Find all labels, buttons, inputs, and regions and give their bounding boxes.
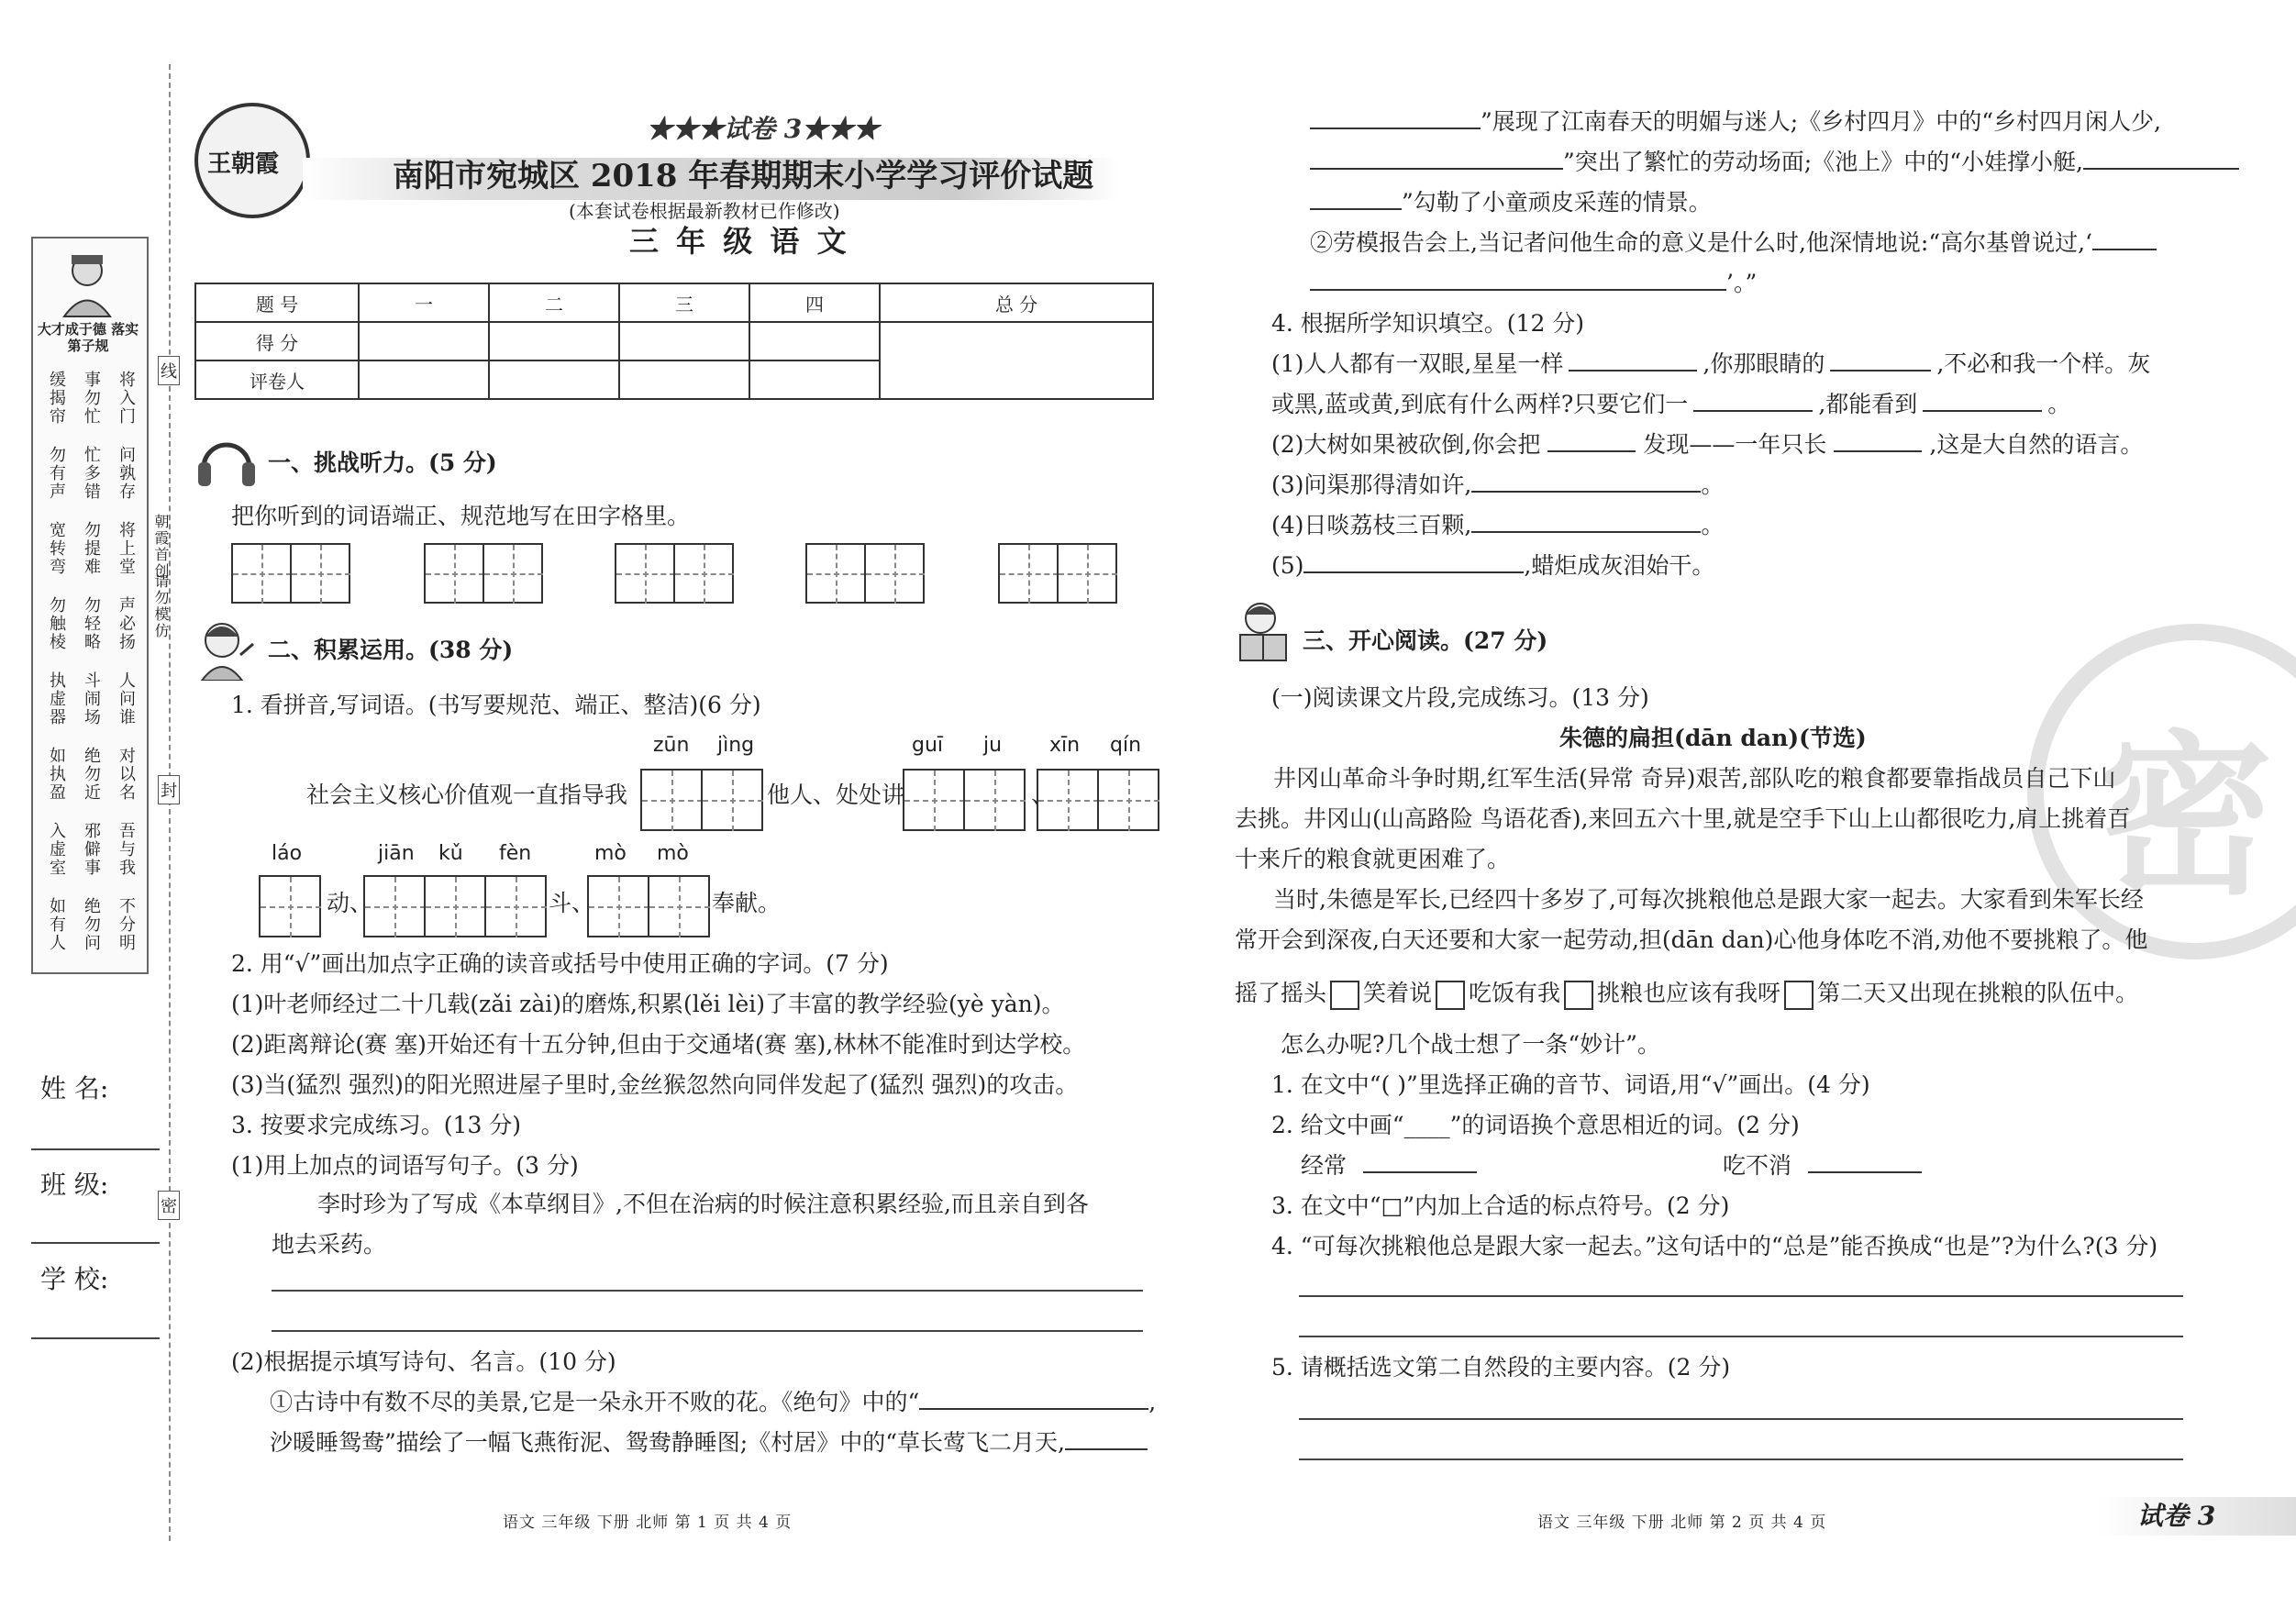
poem-blank[interactable] <box>919 1408 1148 1410</box>
pinyin: fèn <box>499 842 532 865</box>
writing-grid-cell[interactable] <box>805 543 866 604</box>
pinyin: qín <box>1110 734 1142 757</box>
writing-grid-cell[interactable] <box>424 875 486 937</box>
score-cell[interactable] <box>359 322 489 360</box>
synonym-blank[interactable] <box>1808 1171 1922 1173</box>
sidebar-verse: 声必扬 <box>116 596 136 651</box>
q32a-text: ①古诗中有数不尽的美景,它是一朵永开不败的花。《绝句》中的“ <box>270 1389 920 1415</box>
sidebar-verse: 勿触棱 <box>47 596 66 651</box>
fill-blank[interactable] <box>1547 450 1636 452</box>
sidebar-verse: 入虚室 <box>47 822 66 877</box>
poem-blank[interactable] <box>1310 168 1563 170</box>
fill-blank[interactable] <box>1693 410 1813 412</box>
grid-guide <box>233 573 292 575</box>
grader-cell[interactable] <box>749 360 880 399</box>
quote-blank[interactable] <box>1310 289 1726 291</box>
grader-cell[interactable] <box>359 360 489 399</box>
rq2a: 经常 <box>1301 1152 1348 1179</box>
q4-4 <box>1271 512 1724 539</box>
question-2: 2. 用“√”画出加点字正确的读音或括号中使用正确的字词。(7 分) <box>231 950 889 977</box>
writing-grid-cell[interactable] <box>424 543 484 604</box>
writing-grid-cell[interactable] <box>615 543 675 604</box>
sidebar-motto: 大才成于德 落实第子规 <box>37 321 139 354</box>
passage-line: 常开会到深夜,白天还要和大家一起劳动,担(dān dan)心他身体吃不消,劝他不要挑粮了。他 <box>1235 926 2148 953</box>
grid-guide <box>703 800 763 802</box>
teacher-icon <box>194 616 255 681</box>
section-1-title: 一、挑战听力。(5 分) <box>268 449 497 476</box>
question-4: 4. 根据所学知识填空。(12 分) <box>1271 310 1585 337</box>
q41e: ,都能看到 <box>1818 391 1918 417</box>
footer-right: 语文 三年级 下册 北师 第 2 页 共 4 页 <box>1537 1514 1827 1532</box>
answer-line[interactable] <box>1299 1295 2183 1297</box>
section-2-title: 二、积累运用。(38 分) <box>268 637 514 663</box>
q41d: 或黑,蓝或黄,到底有什么两样?只要它们一 <box>1271 391 1689 417</box>
punct-box[interactable] <box>1330 981 1359 1010</box>
q32a-end: , <box>1148 1389 1157 1415</box>
reading-q3: 3. 在文中“□”内加上合适的标点符号。(2 分) <box>1271 1192 1730 1219</box>
writing-grid-cell[interactable] <box>231 543 292 604</box>
score-header: 三 <box>619 283 749 322</box>
p6a: 摇了摇头 <box>1235 980 1327 1006</box>
grid-guide <box>261 906 321 908</box>
r-line-2 <box>1310 149 2239 176</box>
score-header: 二 <box>489 283 619 322</box>
poem-blank[interactable] <box>1065 1448 1148 1450</box>
grid-guide <box>642 800 703 802</box>
school-field[interactable] <box>31 1337 160 1339</box>
pinyin: láo <box>272 842 303 865</box>
q1-text-1: 社会主义核心价值观一直指导我 <box>306 782 628 808</box>
sidebar-verse: 将上堂 <box>116 521 136 576</box>
rq2-word-b <box>1723 1152 1922 1180</box>
fill-blank[interactable] <box>1834 450 1922 452</box>
copyright-1: 朝霞首创 <box>152 514 170 580</box>
logo-text: 王朝霞 <box>207 150 280 178</box>
passage-line: 当时,朱德是军长,已经四十多岁了,可每次挑粮他总是跟大家一起去。大家看到朱军长经 <box>1273 886 2144 913</box>
question-2-3: (3)当(猛烈 强烈)的阳光照进屋子里时,金丝猴忽然向同伴发起了(猛烈 强烈)的攻击。 <box>231 1071 1079 1098</box>
name-field[interactable] <box>31 1148 160 1150</box>
grid-guide <box>426 573 484 575</box>
q4-5 <box>1271 552 1714 580</box>
pinyin: jìng <box>717 734 755 757</box>
rq2-word-a <box>1301 1152 1477 1180</box>
pinyin: jiān <box>378 842 415 865</box>
answer-line[interactable] <box>272 1290 1143 1292</box>
rq2b: 吃不消 <box>1723 1152 1792 1179</box>
q32b-text: 沙暖睡鸳鸯”描绘了一幅飞燕衔泥、鸳鸯静睡图;《村居》中的“草长莺飞二月天, <box>270 1429 1065 1456</box>
writing-grid-cell[interactable] <box>259 875 321 937</box>
q41f: 。 <box>2047 391 2071 417</box>
stamp-text: 密 <box>2099 714 2274 918</box>
writing-grid-cell[interactable] <box>482 543 543 604</box>
p6e: 第二天又出现在挑粮的队伍中。 <box>1817 980 2139 1006</box>
answer-line[interactable] <box>272 1330 1143 1332</box>
total-score-cell[interactable] <box>880 322 1153 399</box>
question-1: 1. 看拼音,写词语。(书写要规范、端正、整洁)(6 分) <box>231 692 761 718</box>
grid-guide <box>1038 800 1099 802</box>
r1-text: ”展现了江南春天的明媚与迷人;《乡村四月》中的“乡村四月闲人少, <box>1481 108 2161 135</box>
sidebar-verse: 绝勿问 <box>82 897 101 952</box>
fill-blank[interactable] <box>1923 410 2042 412</box>
r5-text: ’。” <box>1726 270 1758 296</box>
section-1-instruction: 把你听到的词语端正、规范地写在田字格里。 <box>231 503 691 529</box>
grid-guide <box>1099 800 1159 802</box>
synonym-blank[interactable] <box>1363 1171 1477 1173</box>
grid-guide <box>1000 573 1059 575</box>
passage-line: 十来斤的粮食就更困难了。 <box>1235 846 1511 872</box>
grid-guide <box>292 573 350 575</box>
p6b: 笑着说 <box>1363 980 1433 1006</box>
fill-blank[interactable] <box>1569 370 1697 372</box>
writing-grid-cell[interactable] <box>701 769 763 831</box>
q41a: (1)人人都有一双眼,星星一样 <box>1271 350 1564 377</box>
question-3-2-b <box>270 1429 1148 1457</box>
sidebar-verse: 事勿忙 <box>82 371 101 426</box>
grid-guide <box>965 800 1026 802</box>
r2-text: ”突出了繁忙的劳动场面;《池上》中的“小娃撑小艇, <box>1563 149 2083 175</box>
q44-period: 。 <box>1701 512 1725 538</box>
grid-guide <box>426 906 486 908</box>
sidebar-verse: 对以名 <box>116 747 136 802</box>
sidebar-verse: 宽转弯 <box>47 521 66 576</box>
writing-grid-cell[interactable] <box>1097 769 1159 831</box>
writing-grid-cell[interactable] <box>587 875 649 937</box>
reading-q1: 1. 在文中“( )”里选择正确的音节、词语,用“√”画出。(4 分) <box>1271 1071 1870 1098</box>
fill-blank[interactable] <box>1471 491 1701 493</box>
grid-guide <box>649 906 710 908</box>
p6c: 吃饭有我 <box>1469 980 1561 1006</box>
reading-q5: 5. 请概括选文第二自然段的主要内容。(2 分) <box>1271 1354 1731 1381</box>
q44: (4)日啖荔枝三百颗, <box>1271 512 1472 538</box>
r-line-3 <box>1310 189 1712 216</box>
passage-line: 井冈山革命斗争时期,红军生活(异常 奇异)艰苦,部队吃的粮食都要靠指战员自己下山 <box>1273 765 2116 792</box>
quote-blank[interactable] <box>2092 249 2157 250</box>
question-3-2-a <box>270 1389 1156 1416</box>
sidebar-verse: 吾与我 <box>116 822 136 877</box>
punct-box[interactable] <box>1784 981 1814 1010</box>
score-table <box>194 283 1154 400</box>
writing-grid-cell[interactable] <box>998 543 1059 604</box>
pinyin: mò <box>657 842 689 865</box>
grid-guide <box>1059 573 1117 575</box>
page-subtitle: (本套试卷根据最新教材已作修改) <box>569 200 840 222</box>
r3-text: ”勾勒了小童顽皮采莲的情景。 <box>1402 189 1712 216</box>
class-field[interactable] <box>31 1242 160 1244</box>
grader-cell[interactable] <box>619 360 749 399</box>
writing-grid-cell[interactable] <box>903 769 965 831</box>
q43-period: 。 <box>1701 471 1725 498</box>
pinyin: mò <box>594 842 627 865</box>
q1-text-2: 他人、处处讲 <box>767 782 905 808</box>
question-2-1: (1)叶老师经过二十几载(zǎi zài)的磨炼,积累(lěi lèi)了丰富的教学经验(yè yàn)。 <box>231 991 1065 1017</box>
question-2-2: (2)距离辩论(赛 塞)开始还有十五分钟,但由于交通堵(赛 塞),林林不能准时到达学校。 <box>231 1031 1086 1058</box>
grid-guide <box>484 573 543 575</box>
sidebar-verse: 勿轻略 <box>82 596 101 651</box>
punct-box[interactable] <box>1436 981 1465 1010</box>
headphones-icon <box>194 431 259 490</box>
grid-guide <box>616 573 675 575</box>
sidebar-verse: 问孰存 <box>116 446 136 501</box>
reading-q2: 2. 给文中画“____”的词语换个意思相近的词。(2 分) <box>1271 1112 1800 1138</box>
q1-text-5: 斗、 <box>549 890 595 916</box>
class-label: 班 级: <box>40 1170 109 1200</box>
exam-tag: ★★★试卷 3★★★ <box>647 114 880 144</box>
pinyin: ju <box>983 734 1003 757</box>
passage-line: 怎么办呢?几个战士想了一条“妙计”。 <box>1281 1031 1660 1058</box>
score-header: 题 号 <box>195 283 359 322</box>
sidebar-verse: 勿提难 <box>82 521 101 576</box>
p6d: 挑粮也应该有我呀 <box>1597 980 1781 1006</box>
sidebar-verse: 将入门 <box>116 371 136 426</box>
punct-box[interactable] <box>1564 981 1593 1010</box>
grid-guide <box>589 906 649 908</box>
score-row-label: 评卷人 <box>195 360 359 399</box>
pinyin: kǔ <box>438 842 463 865</box>
passage-line <box>1235 980 2138 1010</box>
answer-line[interactable] <box>1299 1418 2183 1420</box>
sidebar-verse: 斗闹场 <box>82 671 101 726</box>
sidebar-verse: 如执盈 <box>47 747 66 802</box>
fill-blank[interactable] <box>1830 370 1931 372</box>
q1-text-6: 奉献。 <box>712 890 782 916</box>
writing-grid-cell[interactable] <box>363 875 426 937</box>
grade-subject: 三 年 级 语 文 <box>629 224 850 259</box>
section-3-subtitle: (一)阅读课文片段,完成练习。(13 分) <box>1271 684 1649 711</box>
logo <box>194 103 310 218</box>
sidebar-verse: 不分明 <box>116 897 136 952</box>
scholar-icon <box>46 248 128 321</box>
writing-grid-cell[interactable] <box>484 875 547 937</box>
sidebar-verse: 忙多错 <box>82 446 101 501</box>
reading-q4: 4. “可每次挑粮他总是跟大家一起去。”这句话中的“总是”能否换成“也是”?为什么?(3 分) <box>1271 1233 2158 1259</box>
poem-blank[interactable] <box>1310 128 1481 129</box>
question-3-1-text-a: 李时珍为了写成《本草纲目》,不但在治病的时候注意积累经验,而且亲自到各 <box>317 1191 1089 1217</box>
q4-3 <box>1271 471 1724 499</box>
writing-grid-cell[interactable] <box>290 543 350 604</box>
writing-grid-cell[interactable] <box>1057 543 1117 604</box>
q45b: ,蜡炬成灰泪始干。 <box>1524 552 1715 579</box>
page-title: 南阳市宛城区 2018 年春期期末小学学习评价试题 <box>393 158 1094 194</box>
question-3-1: (1)用上加点的词语写句子。(3 分) <box>231 1152 579 1179</box>
question-3: 3. 按要求完成练习。(13 分) <box>231 1112 522 1138</box>
r-line-5 <box>1310 270 1757 297</box>
binding-mark-3: 密 <box>158 1191 180 1220</box>
q1-text-4: 动、 <box>327 890 373 916</box>
passage-title: 朱德的扁担(dān dan)(节选) <box>1559 725 1867 751</box>
q45: (5) <box>1271 552 1304 579</box>
grader-cell[interactable] <box>489 360 619 399</box>
grid-guide <box>675 573 734 575</box>
poem-blank[interactable] <box>2083 168 2239 170</box>
score-cell[interactable] <box>749 322 880 360</box>
q42c: ,这是大自然的语言。 <box>1929 431 2144 458</box>
reader-icon <box>1235 598 1295 662</box>
fill-blank[interactable] <box>1303 571 1524 573</box>
writing-grid-cell[interactable] <box>673 543 734 604</box>
sidebar-verse: 执虚器 <box>47 671 66 726</box>
question-3-1-text-b: 地去采药。 <box>272 1231 387 1258</box>
fill-blank[interactable] <box>1471 531 1701 533</box>
q41b: ,你那眼睛的 <box>1703 350 1825 377</box>
name-label: 姓 名: <box>40 1073 109 1103</box>
copyright-2: 请勿模仿 <box>152 573 170 639</box>
pinyin: zūn <box>653 734 690 757</box>
q43: (3)问渠那得清如许, <box>1271 471 1472 498</box>
answer-line[interactable] <box>1299 1458 2183 1460</box>
answer-line[interactable] <box>1299 1336 2183 1337</box>
q1-text-3: 、 <box>1031 782 1055 808</box>
poem-blank[interactable] <box>1310 208 1402 210</box>
section-3-title: 三、开心阅读。(27 分) <box>1303 627 1548 654</box>
writing-grid-cell[interactable] <box>1037 769 1099 831</box>
r-line-1 <box>1310 108 2161 136</box>
q4-2 <box>1271 431 2143 459</box>
q41c: ,不必和我一个样。灰 <box>1936 350 2151 377</box>
scholar-illustration <box>46 248 128 321</box>
writing-grid-cell[interactable] <box>640 769 703 831</box>
corner-tag: 试卷 3 <box>2137 1501 2216 1531</box>
q42b: 发现——一年只长 <box>1643 431 1827 458</box>
score-header: 四 <box>749 283 880 322</box>
q4-1-line-b <box>1271 391 2070 418</box>
writing-grid-cell[interactable] <box>963 769 1026 831</box>
sidebar-verse: 勿有声 <box>47 446 66 501</box>
binding-mark-1: 线 <box>158 356 180 385</box>
grid-guide <box>904 800 965 802</box>
writing-grid-cell[interactable] <box>864 543 925 604</box>
q4-1-line-a <box>1271 350 2150 378</box>
grid-guide <box>365 906 426 908</box>
question-3-2: (2)根据提示填写诗句、名言。(10 分) <box>231 1348 616 1375</box>
score-row-label: 得 分 <box>195 322 359 360</box>
pinyin: xīn <box>1049 734 1081 757</box>
q42a: (2)大树如果被砍倒,你会把 <box>1271 431 1541 458</box>
sidebar-verse: 邪僻事 <box>82 822 101 877</box>
grid-guide <box>866 573 925 575</box>
r4-text: ②劳模报告会上,当记者问他生命的意义是什么时,他深情地说:“高尔基曾说过,‘ <box>1310 229 2092 256</box>
score-header: 总 分 <box>880 283 1153 322</box>
score-cell[interactable] <box>619 322 749 360</box>
sidebar-verse: 缓揭帘 <box>47 371 66 426</box>
r-line-4 <box>1310 229 2157 257</box>
score-header: 一 <box>359 283 489 322</box>
pinyin: guī <box>912 734 944 757</box>
sidebar-verse: 如有人 <box>47 897 66 952</box>
binding-mark-2: 封 <box>158 775 180 804</box>
sidebar-verse: 人问谁 <box>116 671 136 726</box>
grid-guide <box>486 906 547 908</box>
writing-grid-cell[interactable] <box>648 875 710 937</box>
grid-guide <box>807 573 866 575</box>
score-cell[interactable] <box>489 322 619 360</box>
sidebar-verse: 绝勿近 <box>82 747 101 802</box>
passage-line: 去挑。井冈山(山高路险 鸟语花香),来回五六十里,就是空手下山上山都很吃力,肩上挑着百 <box>1235 805 2131 832</box>
footer-left: 语文 三年级 下册 北师 第 1 页 共 4 页 <box>503 1514 793 1532</box>
school-label: 学 校: <box>40 1264 109 1294</box>
